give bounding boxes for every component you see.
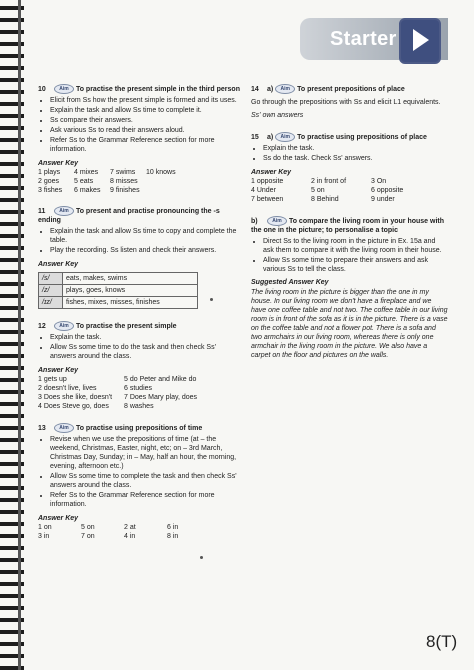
aim-title: To practise using prepositions of place	[297, 133, 427, 141]
instruction-list	[50, 96, 243, 154]
own-answers: Ss' own answers	[251, 112, 304, 119]
aim-title: To present and practise pronouncing the -s ending	[38, 207, 220, 224]
exercise-number: 12	[38, 322, 46, 330]
answer: 3 Does she like, doesn't	[38, 394, 113, 401]
answer-key-grid	[38, 375, 243, 411]
answer: 1 opposite	[251, 178, 284, 185]
instruction-list	[263, 237, 448, 274]
answer: 8 washes	[124, 403, 154, 410]
answer: 8 Behind	[311, 196, 339, 203]
answer: 3 On	[371, 178, 387, 185]
aim-icon: Aim	[267, 216, 287, 226]
exercise-13	[38, 423, 243, 541]
part-label: a)	[267, 133, 274, 141]
answer	[146, 177, 192, 186]
instruction-item: • Play the recording. Ss listen and check their answers.	[50, 246, 243, 255]
aim-title: To present prepositions of place	[297, 85, 405, 93]
exercise-11	[38, 206, 243, 309]
aim-title: To practise the present simple	[75, 322, 177, 330]
answer: 7 Does Mary play, does	[124, 394, 198, 401]
answer: 3 fishes	[38, 187, 63, 194]
instruction-item: • Ask various Ss to read their answers aloud.	[50, 126, 243, 135]
instruction-list	[50, 333, 243, 361]
table-row	[39, 273, 198, 285]
aim-title: To compare the living room in your house with the one in the picture; to personalise a topic	[251, 217, 445, 234]
answer: 5 do Peter and Mike do	[124, 376, 197, 383]
answer: 9 under	[371, 196, 395, 203]
answer: 3 in	[38, 533, 50, 540]
exercise-number: 14	[251, 85, 259, 93]
part-label: b)	[251, 217, 258, 225]
answer-key-label: Answer Key	[251, 169, 292, 176]
answer: 5 on	[81, 524, 95, 531]
answer: 4 Under	[251, 187, 276, 194]
aim-icon: Aim	[54, 84, 74, 94]
instruction-item: • Explain the task.	[50, 333, 243, 342]
spiral-binding	[0, 0, 24, 670]
answer: 4 Does Steve go, does	[38, 403, 109, 410]
answer-key-grid	[38, 523, 243, 541]
aim-icon: Aim	[275, 84, 295, 94]
answer-key-label: Answer Key	[38, 261, 79, 268]
exercise-number: 11	[38, 207, 46, 215]
answer: 6 studies	[124, 385, 153, 392]
answer: 5 eats	[74, 178, 94, 185]
instruction-item: • Explain the task and allow Ss time to copy and complete the table.	[50, 227, 243, 245]
page-mark	[200, 556, 203, 559]
instruction-item: • Refer Ss to the Grammar Reference section for more information.	[50, 491, 243, 509]
model-answer: The living room in the picture is bigger than the one in my house. In our living room we don't have a fireplace and we have one coffee table and not two. The coffee table in our living room is in front of the sofa as it is in the picture. There is a vase on the coffee table and not a flower pot. There is a sofa and two armchairs in our living room, whereas there is only one armchair in the living room in the picture. We also have a carpet on the floor and pictures on the walls.	[251, 289, 448, 359]
aim-icon: Aim	[54, 206, 74, 216]
instruction-item: • Revise when we use the prepositions of time (at – the weekend, Christmas, Easter, night, etc; on – 3rd March, Christmas Day, Sunday; in – May, half an hour, the morning, evening, afternoon etc.)	[50, 435, 243, 471]
instruction-text: Go through the prepositions with Ss and elicit L1 equivalents.	[251, 99, 441, 106]
instruction-item: • Ss do the task. Check Ss' answers.	[263, 154, 448, 163]
table-row	[39, 285, 198, 297]
instruction-list	[263, 144, 448, 163]
answer: 8 misses	[110, 178, 138, 185]
instruction-item: • Elicit from Ss how the present simple is formed and its uses.	[50, 96, 243, 105]
instruction-item: • Refer Ss to the Grammar Reference section for more information.	[50, 136, 243, 154]
instruction-item: • Ss compare their answers.	[50, 116, 243, 125]
answer: 10 knows	[146, 169, 176, 176]
play-icon	[399, 18, 441, 64]
page-number: 8(T)	[426, 632, 458, 651]
answer: 6 opposite	[371, 187, 404, 194]
answer: 7 on	[81, 533, 95, 540]
exercise-number: 10	[38, 85, 46, 93]
answer: 2 at	[124, 524, 136, 531]
instruction-list	[50, 435, 243, 509]
answer	[146, 186, 192, 195]
instruction-item: • Allow Ss some time to prepare their answers and ask various Ss to tell the class.	[263, 256, 448, 274]
instruction-item: • Allow Ss some time to do the task and then check Ss' answers around the class.	[50, 343, 243, 361]
exercise-10	[38, 84, 243, 195]
answer: 6 in	[167, 524, 179, 531]
answer: 1 on	[38, 524, 52, 531]
exercise-14	[251, 84, 448, 120]
exercise-15b	[251, 216, 448, 360]
answer: 7 swims	[110, 169, 136, 176]
instruction-item: • Direct Ss to the living room in the picture in Ex. 15a and ask them to compare it with the living room in their house.	[263, 237, 448, 255]
answer: 5 on	[311, 187, 325, 194]
left-column	[38, 84, 243, 541]
instruction-item: • Explain the task.	[263, 144, 448, 153]
right-column	[251, 84, 448, 360]
aim-title: To practise the present simple in the third person	[75, 85, 240, 93]
answer: 1 plays	[38, 169, 61, 176]
table-cell: plays, goes, knows	[63, 285, 198, 297]
aim-icon: Aim	[275, 132, 295, 142]
answer: 7 between	[251, 196, 284, 203]
instruction-item: • Allow Ss some time to complete the task and then check Ss' answers around the class.	[50, 472, 243, 490]
table-cell: /z/	[39, 285, 63, 297]
pronunciation-table	[38, 272, 198, 309]
aim-title: To practise using prepositions of time	[75, 424, 203, 432]
table-row	[39, 297, 198, 309]
table-cell: eats, makes, swims	[63, 273, 198, 285]
exercise-12	[38, 321, 243, 411]
answer-key-grid	[38, 168, 243, 195]
answer: 2 in front of	[311, 178, 347, 185]
answer-key-label: Answer Key	[38, 160, 79, 167]
exercise-15a	[251, 132, 448, 204]
instruction-list	[50, 227, 243, 255]
exercise-number: 15	[251, 133, 259, 141]
suggested-answer-key-label: Suggested Answer Key	[251, 279, 329, 286]
answer: 1 gets up	[38, 376, 67, 383]
answer: 2 doesn't live, lives	[38, 385, 97, 392]
table-cell: /ɪz/	[39, 297, 63, 309]
answer: 8 in	[167, 533, 179, 540]
instruction-item: • Explain the task and allow Ss time to complete it.	[50, 106, 243, 115]
answer: 9 finishes	[110, 187, 140, 194]
answer: 4 mixes	[74, 169, 99, 176]
answer-key-grid	[251, 177, 448, 204]
answer: 4 in	[124, 533, 136, 540]
table-cell: /s/	[39, 273, 63, 285]
answer: 2 goes	[38, 178, 60, 185]
answer-key-label: Answer Key	[38, 367, 79, 374]
unit-title: Starter	[330, 28, 397, 50]
part-label: a)	[267, 85, 274, 93]
exercise-number: 13	[38, 424, 46, 432]
aim-icon: Aim	[54, 321, 74, 331]
answer-key-label: Answer Key	[38, 515, 79, 522]
answer: 6 makes	[74, 187, 101, 194]
table-cell: fishes, mixes, misses, finishes	[63, 297, 198, 309]
aim-icon: Aim	[54, 423, 74, 433]
